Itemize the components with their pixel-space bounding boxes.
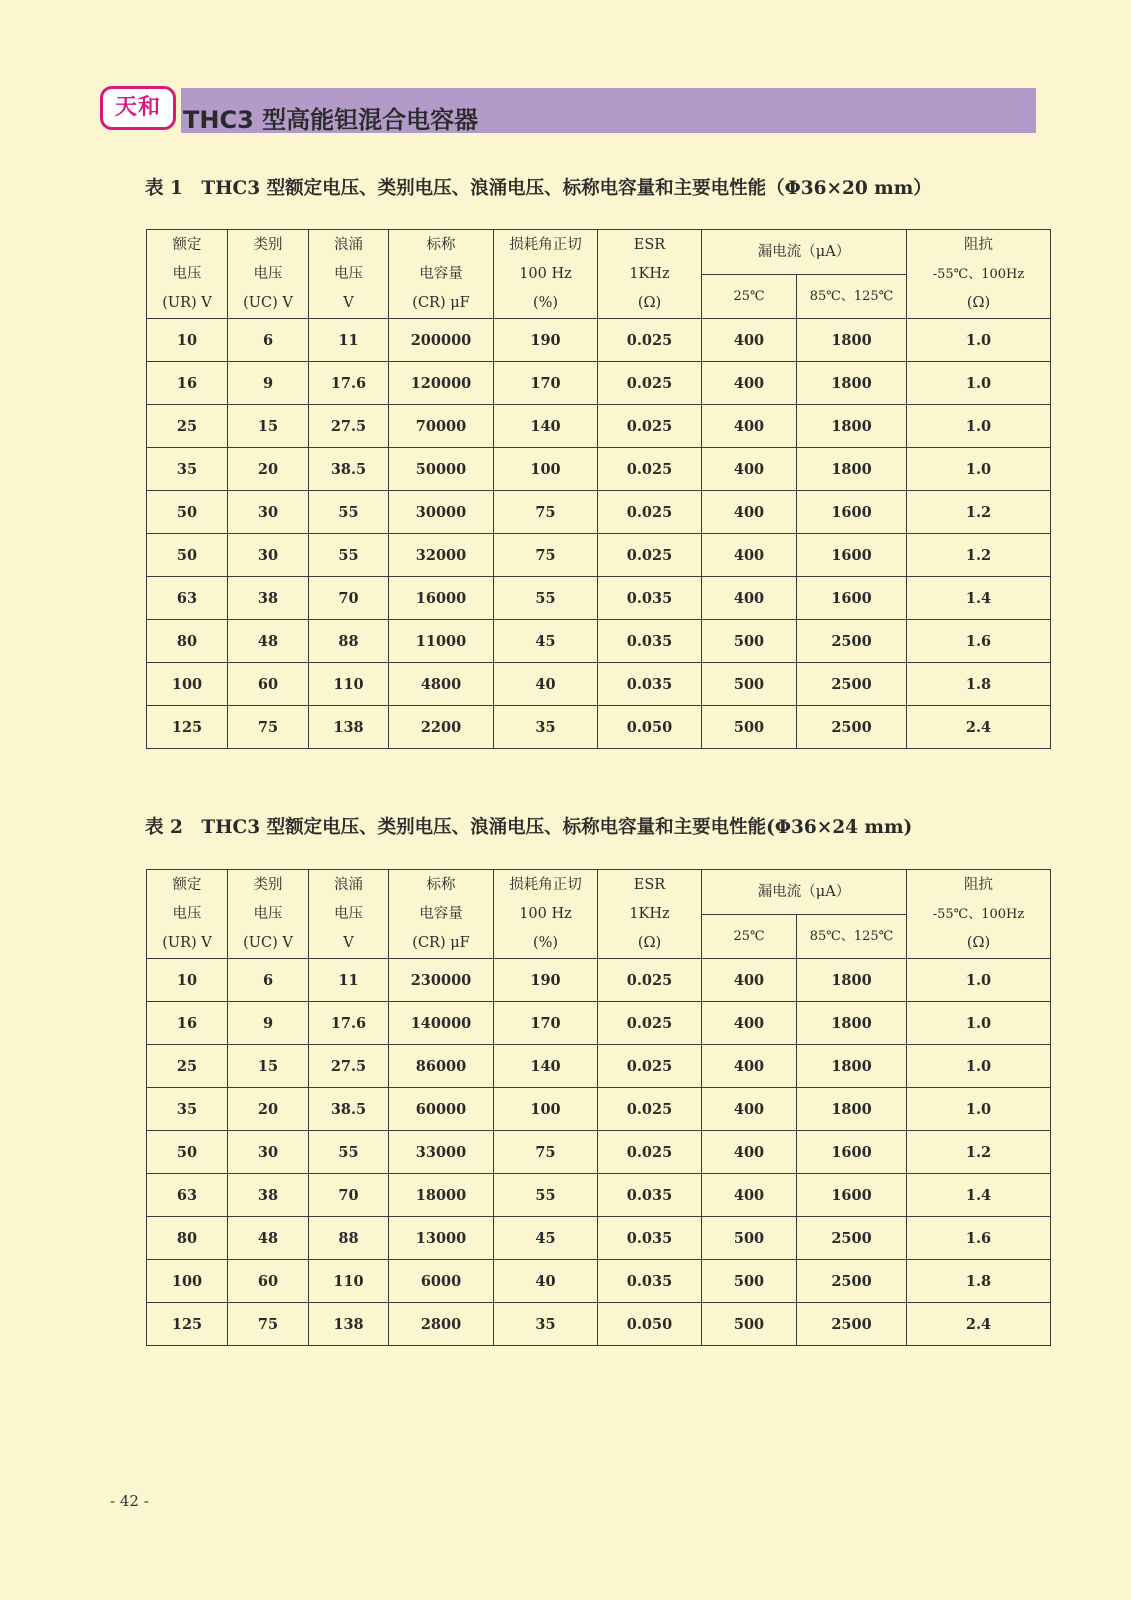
table-row xyxy=(147,1174,1051,1217)
table-cell: 0.025 xyxy=(598,1045,702,1088)
table-cell: 120000 xyxy=(389,362,494,405)
table-cell: 75 xyxy=(228,706,309,749)
table-cell: 140 xyxy=(494,1045,598,1088)
table-cell: 170 xyxy=(494,362,598,405)
table-cell: 1800 xyxy=(797,1002,907,1045)
table-cell: 1800 xyxy=(797,405,907,448)
table-cell: 1600 xyxy=(797,534,907,577)
table-cell: 30000 xyxy=(389,491,494,534)
table-cell: 0.025 xyxy=(598,362,702,405)
table-row xyxy=(147,1260,1051,1303)
table-cell: 20 xyxy=(228,1088,309,1131)
table-cell: 100 xyxy=(147,663,228,706)
table-cell: 500 xyxy=(702,1217,797,1260)
table-row xyxy=(147,959,1051,1002)
table-cell: 32000 xyxy=(389,534,494,577)
brand-logo: 天和 xyxy=(100,86,176,130)
table-cell: 11000 xyxy=(389,620,494,663)
table-cell: 500 xyxy=(702,663,797,706)
table-cell: 16 xyxy=(147,362,228,405)
table-cell: 0.025 xyxy=(598,491,702,534)
table-cell: 1.2 xyxy=(907,1131,1051,1174)
table-cell: 0.035 xyxy=(598,620,702,663)
table-cell: 30 xyxy=(228,534,309,577)
table-cell: 0.035 xyxy=(598,1174,702,1217)
table1 xyxy=(146,229,1051,749)
table-cell: 138 xyxy=(309,706,389,749)
table-cell: 20 xyxy=(228,448,309,491)
table-cell: 80 xyxy=(147,620,228,663)
col-impedance: 阻抗 -55℃、100Hz (Ω) xyxy=(907,870,1051,959)
table-cell: 75 xyxy=(494,534,598,577)
table-cell: 1800 xyxy=(797,319,907,362)
table-cell: 6 xyxy=(228,319,309,362)
table-cell: 1.2 xyxy=(907,534,1051,577)
table-cell: 45 xyxy=(494,1217,598,1260)
table-cell: 400 xyxy=(702,1045,797,1088)
table-cell: 1.0 xyxy=(907,405,1051,448)
table-cell: 50 xyxy=(147,1131,228,1174)
table-cell: 1600 xyxy=(797,491,907,534)
table-row xyxy=(147,1045,1051,1088)
table-row xyxy=(147,577,1051,620)
table-cell: 16 xyxy=(147,1002,228,1045)
table-cell: 190 xyxy=(494,319,598,362)
table-cell: 2500 xyxy=(797,663,907,706)
table-cell: 400 xyxy=(702,1088,797,1131)
table-cell: 400 xyxy=(702,1131,797,1174)
table-cell: 2500 xyxy=(797,706,907,749)
table-cell: 1.2 xyxy=(907,491,1051,534)
table-cell: 138 xyxy=(309,1303,389,1346)
table-cell: 88 xyxy=(309,1217,389,1260)
table-cell: 45 xyxy=(494,620,598,663)
table-row xyxy=(147,405,1051,448)
table-cell: 38.5 xyxy=(309,448,389,491)
table-cell: 25 xyxy=(147,1045,228,1088)
table-cell: 125 xyxy=(147,1303,228,1346)
col-leakage: 漏电流（μA） xyxy=(702,870,907,915)
table-cell: 0.035 xyxy=(598,1260,702,1303)
table-cell: 190 xyxy=(494,959,598,1002)
table-cell: 63 xyxy=(147,577,228,620)
table-cell: 11 xyxy=(309,319,389,362)
table-cell: 1800 xyxy=(797,448,907,491)
table2 xyxy=(146,869,1051,1346)
table-row xyxy=(147,1088,1051,1131)
table-cell: 1.0 xyxy=(907,448,1051,491)
table-cell: 18000 xyxy=(389,1174,494,1217)
table-cell: 400 xyxy=(702,448,797,491)
col-leakage: 漏电流（μA） xyxy=(702,230,907,275)
table-cell: 9 xyxy=(228,1002,309,1045)
table-cell: 230000 xyxy=(389,959,494,1002)
table-cell: 400 xyxy=(702,577,797,620)
table-cell: 1600 xyxy=(797,1174,907,1217)
table-cell: 60 xyxy=(228,1260,309,1303)
table-row xyxy=(147,534,1051,577)
table-row xyxy=(147,706,1051,749)
table-cell: 1800 xyxy=(797,959,907,1002)
col-loss-tangent: 损耗角正切 100 Hz (%) xyxy=(494,870,598,959)
col-impedance: 阻抗 -55℃、100Hz (Ω) xyxy=(907,230,1051,319)
table-cell: 1600 xyxy=(797,1131,907,1174)
table-cell: 140 xyxy=(494,405,598,448)
table-cell: 17.6 xyxy=(309,362,389,405)
table-cell: 6000 xyxy=(389,1260,494,1303)
table-cell: 75 xyxy=(228,1303,309,1346)
table-cell: 10 xyxy=(147,959,228,1002)
table-cell: 400 xyxy=(702,959,797,1002)
table-cell: 27.5 xyxy=(309,405,389,448)
table-cell: 400 xyxy=(702,319,797,362)
table-cell: 400 xyxy=(702,362,797,405)
table-cell: 1.4 xyxy=(907,1174,1051,1217)
table-cell: 55 xyxy=(494,1174,598,1217)
table-cell: 0.025 xyxy=(598,405,702,448)
table-cell: 2500 xyxy=(797,1303,907,1346)
col-leakage-85: 85℃、125℃ xyxy=(797,275,907,319)
table-cell: 200000 xyxy=(389,319,494,362)
table-cell: 140000 xyxy=(389,1002,494,1045)
col-category-voltage: 类别 电压 (UC) V xyxy=(228,870,309,959)
table-row xyxy=(147,1303,1051,1346)
table-cell: 100 xyxy=(147,1260,228,1303)
table-cell: 0.050 xyxy=(598,1303,702,1346)
table-cell: 0.025 xyxy=(598,319,702,362)
table-cell: 1.0 xyxy=(907,1088,1051,1131)
table-row xyxy=(147,448,1051,491)
table-cell: 0.025 xyxy=(598,1088,702,1131)
table-cell: 1800 xyxy=(797,362,907,405)
table-cell: 60000 xyxy=(389,1088,494,1131)
table-cell: 15 xyxy=(228,1045,309,1088)
table-cell: 4800 xyxy=(389,663,494,706)
table-cell: 1.0 xyxy=(907,319,1051,362)
table-cell: 2800 xyxy=(389,1303,494,1346)
table-cell: 110 xyxy=(309,1260,389,1303)
table-cell: 55 xyxy=(309,491,389,534)
table-cell: 1.6 xyxy=(907,620,1051,663)
table-cell: 1.0 xyxy=(907,1045,1051,1088)
table-cell: 55 xyxy=(309,534,389,577)
page-header xyxy=(100,86,1036,134)
table-cell: 86000 xyxy=(389,1045,494,1088)
table-cell: 1800 xyxy=(797,1088,907,1131)
table-cell: 1800 xyxy=(797,1045,907,1088)
table-cell: 15 xyxy=(228,405,309,448)
table-cell: 88 xyxy=(309,620,389,663)
table-cell: 0.035 xyxy=(598,577,702,620)
table-cell: 0.035 xyxy=(598,1217,702,1260)
table-cell: 38 xyxy=(228,1174,309,1217)
table-cell: 80 xyxy=(147,1217,228,1260)
col-category-voltage: 类别 电压 (UC) V xyxy=(228,230,309,319)
table-cell: 2.4 xyxy=(907,1303,1051,1346)
table-cell: 30 xyxy=(228,1131,309,1174)
table-cell: 10 xyxy=(147,319,228,362)
table-cell: 11 xyxy=(309,959,389,1002)
table-cell: 500 xyxy=(702,1260,797,1303)
table-cell: 35 xyxy=(494,706,598,749)
table-cell: 1.8 xyxy=(907,1260,1051,1303)
table-cell: 100 xyxy=(494,1088,598,1131)
table-cell: 38.5 xyxy=(309,1088,389,1131)
col-surge-voltage: 浪涌 电压 V xyxy=(309,230,389,319)
col-leakage-85: 85℃、125℃ xyxy=(797,915,907,959)
table-cell: 1.0 xyxy=(907,1002,1051,1045)
table1-caption: 表 1 THC3 型额定电压、类别电压、浪涌电压、标称电容量和主要电性能（Φ36×20 mm） xyxy=(145,178,932,199)
col-loss-tangent: 损耗角正切 100 Hz (%) xyxy=(494,230,598,319)
page-number: - 42 - xyxy=(110,1492,149,1510)
table-cell: 400 xyxy=(702,405,797,448)
table-row xyxy=(147,1002,1051,1045)
col-rated-voltage: 额定 电压 (UR) V xyxy=(147,870,228,959)
table-cell: 35 xyxy=(147,448,228,491)
table-cell: 50000 xyxy=(389,448,494,491)
table-cell: 25 xyxy=(147,405,228,448)
table-cell: 2500 xyxy=(797,620,907,663)
col-leakage-25: 25℃ xyxy=(702,915,797,959)
table-cell: 17.6 xyxy=(309,1002,389,1045)
table-cell: 1.0 xyxy=(907,362,1051,405)
col-capacitance: 标称 电容量 (CR) μF xyxy=(389,870,494,959)
table-cell: 2500 xyxy=(797,1217,907,1260)
table-cell: 9 xyxy=(228,362,309,405)
table-cell: 2.4 xyxy=(907,706,1051,749)
table-cell: 400 xyxy=(702,1002,797,1045)
table-cell: 0.025 xyxy=(598,448,702,491)
table-row xyxy=(147,663,1051,706)
table-cell: 35 xyxy=(147,1088,228,1131)
table-cell: 1600 xyxy=(797,577,907,620)
table-cell: 70 xyxy=(309,1174,389,1217)
table-row xyxy=(147,1131,1051,1174)
table-cell: 400 xyxy=(702,491,797,534)
table-cell: 500 xyxy=(702,1303,797,1346)
table-cell: 63 xyxy=(147,1174,228,1217)
table-cell: 35 xyxy=(494,1303,598,1346)
table-cell: 0.025 xyxy=(598,959,702,1002)
table2-caption: 表 2 THC3 型额定电压、类别电压、浪涌电压、标称电容量和主要电性能(Φ36×24 mm) xyxy=(145,817,913,838)
table-row xyxy=(147,1217,1051,1260)
table-cell: 400 xyxy=(702,1174,797,1217)
col-surge-voltage: 浪涌 电压 V xyxy=(309,870,389,959)
col-rated-voltage: 额定 电压 (UR) V xyxy=(147,230,228,319)
table-cell: 2200 xyxy=(389,706,494,749)
table-cell: 33000 xyxy=(389,1131,494,1174)
table-row xyxy=(147,319,1051,362)
table-cell: 500 xyxy=(702,620,797,663)
page-title: THC3 型高能钽混合电容器 xyxy=(183,106,479,134)
table-cell: 0.050 xyxy=(598,706,702,749)
table-cell: 0.035 xyxy=(598,663,702,706)
table-row xyxy=(147,620,1051,663)
table-cell: 6 xyxy=(228,959,309,1002)
table-cell: 75 xyxy=(494,1131,598,1174)
table-cell: 1.0 xyxy=(907,959,1051,1002)
table-cell: 50 xyxy=(147,534,228,577)
table-cell: 400 xyxy=(702,534,797,577)
table-cell: 16000 xyxy=(389,577,494,620)
table-cell: 125 xyxy=(147,706,228,749)
table-cell: 500 xyxy=(702,706,797,749)
table-cell: 55 xyxy=(494,577,598,620)
table-cell: 48 xyxy=(228,1217,309,1260)
table-row xyxy=(147,362,1051,405)
table-cell: 70000 xyxy=(389,405,494,448)
table-cell: 40 xyxy=(494,663,598,706)
table-cell: 100 xyxy=(494,448,598,491)
table-cell: 1.4 xyxy=(907,577,1051,620)
table-cell: 40 xyxy=(494,1260,598,1303)
table-cell: 70 xyxy=(309,577,389,620)
col-esr: ESR 1KHz (Ω) xyxy=(598,870,702,959)
table-cell: 38 xyxy=(228,577,309,620)
table-cell: 30 xyxy=(228,491,309,534)
table-cell: 2500 xyxy=(797,1260,907,1303)
table-cell: 1.6 xyxy=(907,1217,1051,1260)
table-cell: 0.025 xyxy=(598,1002,702,1045)
table-cell: 50 xyxy=(147,491,228,534)
table-cell: 0.025 xyxy=(598,534,702,577)
table-cell: 55 xyxy=(309,1131,389,1174)
table-row xyxy=(147,491,1051,534)
table-cell: 170 xyxy=(494,1002,598,1045)
col-capacitance: 标称 电容量 (CR) μF xyxy=(389,230,494,319)
table-cell: 48 xyxy=(228,620,309,663)
table-cell: 110 xyxy=(309,663,389,706)
table-cell: 13000 xyxy=(389,1217,494,1260)
col-esr: ESR 1KHz (Ω) xyxy=(598,230,702,319)
table-cell: 60 xyxy=(228,663,309,706)
table-cell: 0.025 xyxy=(598,1131,702,1174)
col-leakage-25: 25℃ xyxy=(702,275,797,319)
table-cell: 27.5 xyxy=(309,1045,389,1088)
title-banner xyxy=(181,88,1036,133)
table-cell: 1.8 xyxy=(907,663,1051,706)
table-cell: 75 xyxy=(494,491,598,534)
